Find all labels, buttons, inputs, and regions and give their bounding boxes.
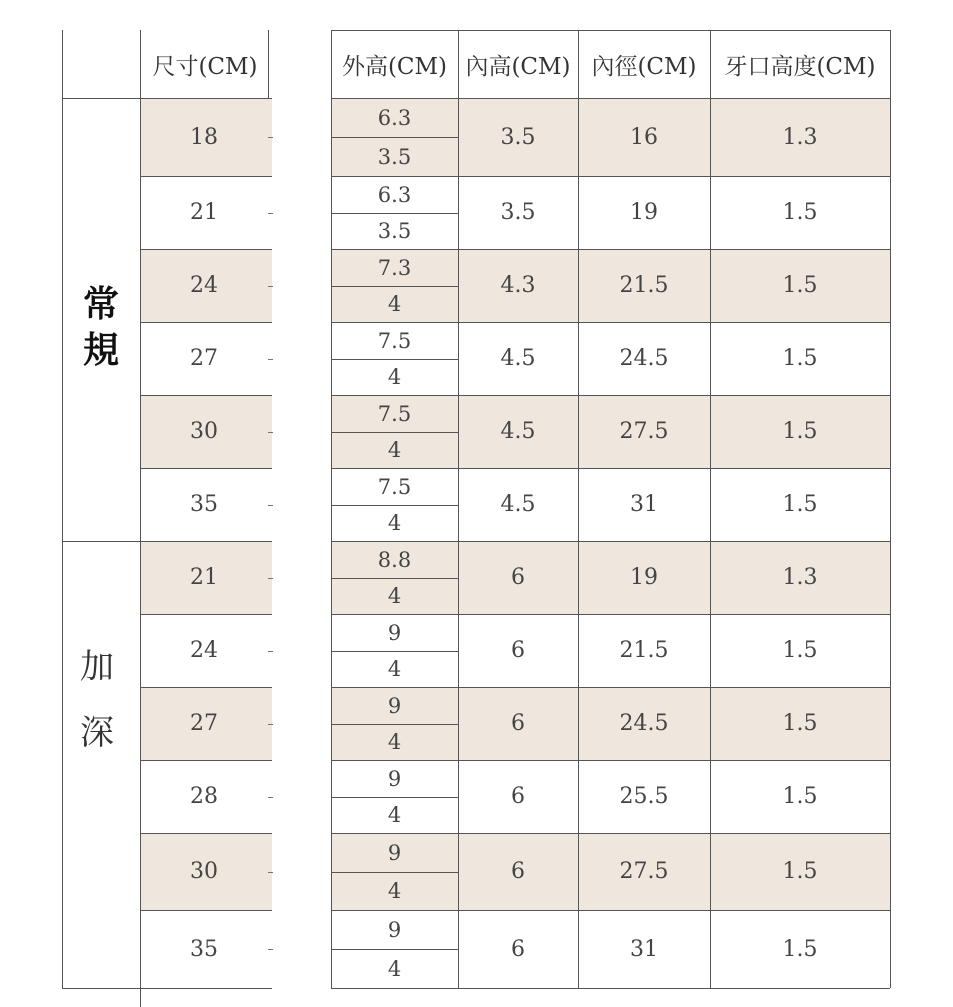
mouth-height-header: 牙口高度(CM) [724,53,876,80]
inner-diameter-value: 31 [630,936,658,962]
right-row-line [331,760,890,761]
right-col-line [458,30,459,988]
outer-height-value: 3.5 [377,144,412,169]
left-row-line [140,760,272,761]
mouth-height-value: 1.5 [782,936,818,962]
left-right-line [268,30,269,98]
row-tick-mark [268,286,273,287]
outer-height-value: 9 [387,840,402,865]
size-cell: 27 [190,346,218,371]
size-cell: 28 [190,784,218,809]
outer-height-value: 7.5 [377,401,412,426]
right-row-line [331,988,890,989]
inner-diameter-value: 21.5 [619,273,669,298]
right-left-line [331,30,332,988]
right-outer-line [890,30,891,988]
category-deep-char-2: 深 [80,713,114,753]
left-row-line [140,468,272,469]
row-tick-mark [268,359,273,360]
mouth-height-value: 1.3 [782,565,818,590]
outer-height-value: 4 [387,292,402,316]
size-cell: 21 [190,565,218,590]
outer-height-value: 7.3 [377,255,412,280]
left-row-line [140,687,272,688]
right-top-line [331,30,890,31]
right-col-line [578,30,579,988]
inner-diameter-value: 16 [630,124,658,150]
size-cell: 30 [190,859,218,884]
right-row-line [331,541,890,542]
category-divider-line [62,541,140,542]
inner-height-value: 3.5 [500,200,536,225]
mouth-height-value: 1.5 [782,492,818,517]
left-row-line [140,910,272,911]
left-bottom-line [62,988,272,989]
right-row-line [331,395,890,396]
inner-diameter-value: 21.5 [619,638,669,663]
outer-height-value: 9 [387,693,402,718]
size-cell: 30 [190,419,218,444]
outer-height-divider [331,359,458,360]
right-row-line [331,468,890,469]
category-label-regular [62,280,140,376]
outer-height-value: 4 [387,365,402,389]
left-col-line [140,30,141,1007]
inner-height-value: 6 [511,711,525,736]
left-row-line [140,176,272,177]
inner-diameter-value: 31 [630,492,658,517]
size-cell: 18 [190,124,218,150]
row-tick-mark [268,505,273,506]
outer-height-divider [331,872,458,873]
row-tick-mark [268,578,273,579]
inner-height-value: 6 [511,784,525,809]
right-row-line [331,614,890,615]
row-tick-mark [268,651,273,652]
row-tick-mark [268,724,273,725]
right-row-line [331,98,890,99]
outer-height-value: 6.3 [377,182,412,207]
outer-height-value: 6.3 [377,105,412,130]
row-tick-mark [268,872,273,873]
right-row-line [331,249,890,250]
category-deep-char-1: 加 [80,647,114,687]
mouth-height-value: 1.5 [782,711,818,736]
outer-height-divider [331,651,458,652]
outer-height-value: 3.5 [377,219,412,243]
left-row-line [140,322,272,323]
outer-height-value: 4 [387,803,402,827]
outer-height-divider [331,286,458,287]
size-column-header: 尺寸(CM) [152,53,258,80]
outer-height-divider [331,432,458,433]
size-cell: 24 [190,273,218,298]
inner-height-value: 3.5 [500,124,536,150]
inner-diameter-value: 19 [630,200,658,225]
inner-height-value: 4.5 [500,346,536,371]
category-regular-char-2: 規 [82,330,119,371]
outer-height-value: 4 [387,657,402,681]
inner-height-header: 內高(CM) [465,53,571,80]
left-row-line [140,614,272,615]
inner-diameter-value: 25.5 [619,784,669,809]
inner-diameter-value: 19 [630,565,658,590]
outer-height-divider [331,505,458,506]
outer-height-value: 4 [387,879,402,903]
right-row-line [331,322,890,323]
right-row-line [331,833,890,834]
inner-height-value: 4.5 [500,492,536,517]
outer-height-header: 外高(CM) [341,53,448,80]
size-cell: 35 [190,936,218,962]
right-row-line [331,687,890,688]
mouth-height-value: 1.5 [782,638,818,663]
row-tick-mark [268,949,273,950]
outer-height-divider [331,797,458,798]
mouth-height-value: 1.5 [782,859,818,884]
mouth-height-value: 1.5 [782,200,818,225]
size-cell: 21 [190,200,218,225]
outer-height-value: 7.5 [377,328,412,353]
mouth-height-value: 1.5 [782,419,818,444]
mouth-height-value: 1.5 [782,273,818,298]
inner-diameter-value: 27.5 [619,859,669,884]
mouth-height-value: 1.5 [782,346,818,371]
size-cell: 27 [190,711,218,736]
row-tick-mark [268,797,273,798]
category-label-deep [62,634,132,766]
outer-height-divider [331,724,458,725]
size-cell: 35 [190,492,218,517]
outer-height-divider [331,949,458,950]
left-row-line [140,833,272,834]
inner-height-value: 6 [511,638,525,663]
left-row-line [140,541,272,542]
outer-height-value: 4 [387,730,402,754]
outer-height-value: 4 [387,956,402,981]
left-header-line [62,98,272,99]
right-row-line [331,910,890,911]
outer-height-value: 9 [387,917,402,942]
row-tick-mark [268,213,273,214]
inner-diameter-value: 24.5 [619,711,669,736]
outer-height-value: 9 [387,620,402,645]
outer-height-value: 4 [387,511,402,535]
inner-height-value: 4.3 [500,273,536,298]
row-tick-mark [268,432,273,433]
outer-height-value: 9 [387,766,402,791]
inner-diameter-value: 27.5 [619,419,669,444]
size-cell: 24 [190,638,218,663]
inner-height-value: 6 [511,859,525,884]
row-tick-mark [268,137,273,138]
outer-height-value: 8.8 [377,547,412,572]
outer-height-value: 7.5 [377,474,412,499]
inner-diameter-value: 24.5 [619,346,669,371]
right-col-line [710,30,711,988]
category-regular-char-1: 常 [82,284,119,325]
left-row-line [140,395,272,396]
left-outer-line [62,30,63,988]
mouth-height-value: 1.5 [782,784,818,809]
left-row-line [140,249,272,250]
outer-height-divider [331,213,458,214]
mouth-height-value: 1.3 [782,124,818,150]
inner-height-value: 6 [511,565,525,590]
inner-height-value: 4.5 [500,419,536,444]
inner-diameter-header: 內徑(CM) [591,53,697,80]
right-row-line [331,176,890,177]
outer-height-value: 4 [387,584,402,608]
outer-height-divider [331,137,458,138]
outer-height-divider [331,578,458,579]
inner-height-value: 6 [511,936,525,962]
outer-height-value: 4 [387,438,402,462]
